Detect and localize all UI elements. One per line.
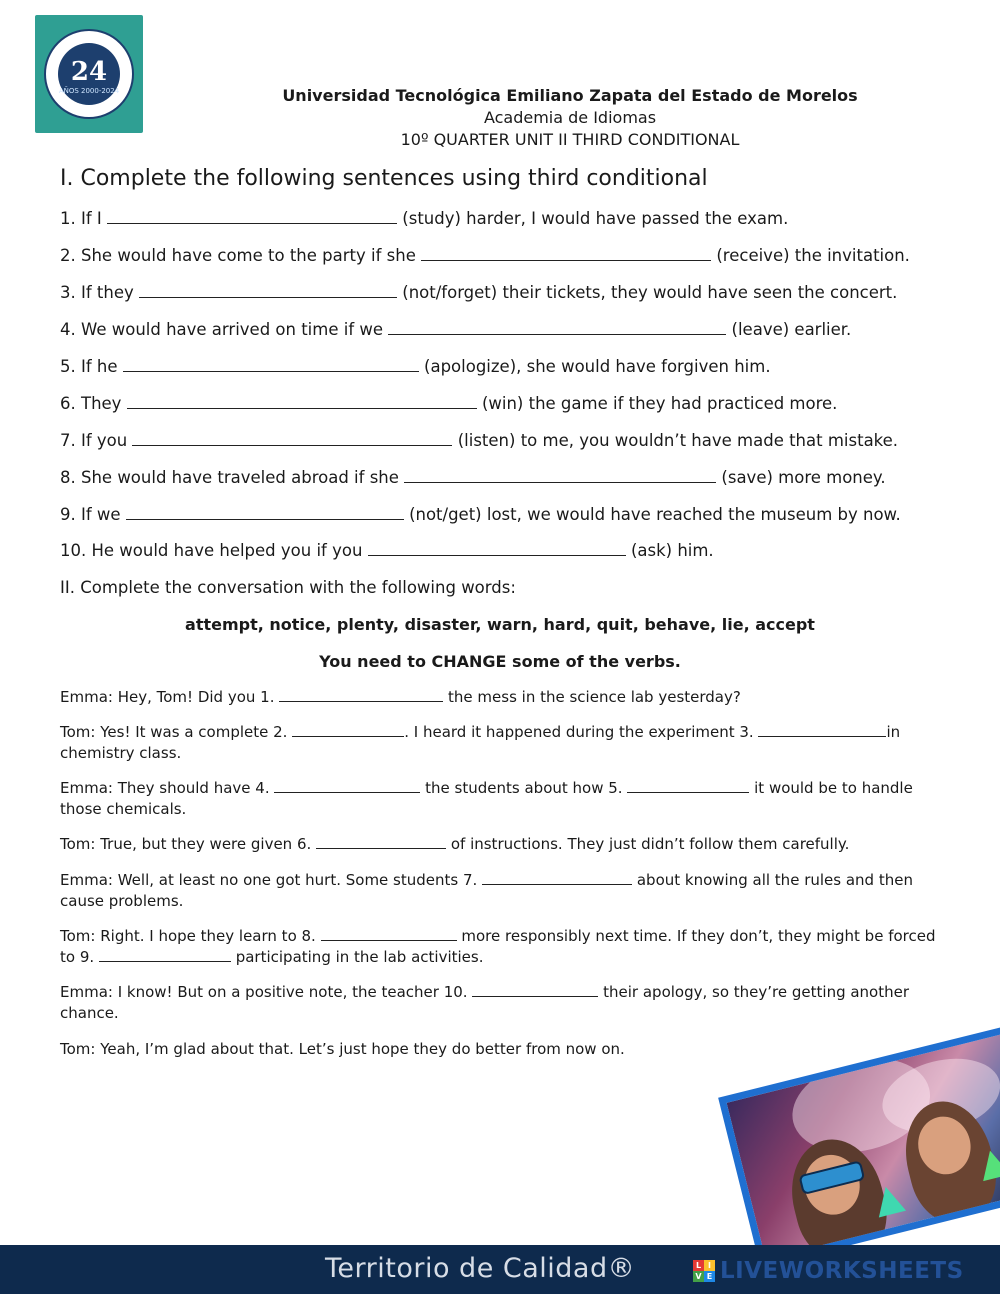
question-4 bbox=[60, 319, 851, 341]
dialogue-text: Emma: They should have 4. bbox=[60, 779, 270, 797]
answer-blank[interactable] bbox=[292, 724, 404, 737]
question-text: (leave) earlier. bbox=[731, 320, 852, 339]
question-7 bbox=[60, 430, 898, 452]
conversation-line-1 bbox=[60, 687, 950, 708]
logo-seal bbox=[44, 29, 134, 119]
question-8 bbox=[60, 467, 886, 489]
question-3 bbox=[60, 282, 897, 304]
question-text: 6. They bbox=[60, 394, 122, 413]
dialogue-text: Tom: Yeah, I’m glad about that. Let’s just hope they do better from now on. bbox=[60, 1040, 625, 1058]
conversation-line-5 bbox=[60, 870, 950, 912]
answer-blank[interactable] bbox=[316, 836, 446, 849]
question-5 bbox=[60, 356, 771, 378]
answer-blank[interactable] bbox=[107, 209, 397, 224]
answer-blank[interactable] bbox=[388, 320, 726, 335]
answer-blank[interactable] bbox=[321, 928, 457, 941]
answer-blank[interactable] bbox=[132, 431, 452, 446]
answer-blank[interactable] bbox=[368, 541, 626, 556]
question-text: (save) more money. bbox=[721, 468, 886, 487]
dialogue-text: Tom: Right. I hope they learn to 8. bbox=[60, 927, 316, 945]
flask-icon bbox=[872, 1184, 906, 1218]
question-text: (study) harder, I would have passed the exam. bbox=[402, 209, 789, 228]
answer-blank[interactable] bbox=[404, 468, 716, 483]
lw-square: L bbox=[693, 1260, 704, 1271]
dialogue-text: the students about how 5. bbox=[425, 779, 623, 797]
university-logo bbox=[35, 15, 143, 133]
question-text: 5. If he bbox=[60, 357, 118, 376]
answer-blank[interactable] bbox=[123, 357, 419, 372]
verb-instruction: You need to CHANGE some of the verbs. bbox=[319, 652, 681, 671]
lw-square: V bbox=[693, 1271, 704, 1282]
unit-title: 10º QUARTER UNIT II THIRD CONDITIONAL bbox=[400, 130, 740, 149]
question-6 bbox=[60, 393, 837, 415]
question-text: (receive) the invitation. bbox=[716, 246, 910, 265]
dialogue-text: it would be to handle those chemicals. bbox=[60, 779, 913, 818]
liveworksheets-watermark: LIVEWORKSHEETS bbox=[720, 1258, 964, 1284]
question-text: 10. He would have helped you if you bbox=[60, 541, 363, 560]
dialogue-text: of instructions. They just didn’t follow them carefully. bbox=[450, 835, 850, 853]
question-text: 3. If they bbox=[60, 283, 134, 302]
liveworksheets-logo-icon bbox=[693, 1260, 715, 1282]
question-text: (listen) to me, you wouldn’t have made that mistake. bbox=[457, 431, 899, 450]
question-1 bbox=[60, 208, 788, 230]
lw-square: I bbox=[704, 1260, 715, 1271]
dialogue-text: Emma: Hey, Tom! Did you 1. bbox=[60, 688, 275, 706]
question-text: 8. She would have traveled abroad if she bbox=[60, 468, 399, 487]
conversation-line-4 bbox=[60, 834, 950, 855]
university-name: Universidad Tecnológica Emiliano Zapata del Estado de Morelos bbox=[282, 86, 858, 105]
conversation-line-3 bbox=[60, 778, 950, 820]
dialogue-text: Tom: True, but they were given 6. bbox=[60, 835, 312, 853]
lw-square: E bbox=[704, 1271, 715, 1282]
question-text: 9. If we bbox=[60, 505, 121, 524]
dialogue-text: . I heard it happened during the experiment 3. bbox=[404, 723, 754, 741]
footer-bar bbox=[0, 1245, 1000, 1294]
word-bank: attempt, notice, plenty, disaster, warn, hard, quit, behave, lie, accept bbox=[185, 615, 815, 634]
question-text: 7. If you bbox=[60, 431, 128, 450]
dialogue-text: the mess in the science lab yesterday? bbox=[448, 688, 741, 706]
dialogue-text: Emma: I know! But on a positive note, the teacher 10. bbox=[60, 983, 468, 1001]
logo-center bbox=[58, 43, 120, 105]
answer-blank[interactable] bbox=[758, 724, 886, 737]
question-text: (not/forget) their tickets, they would have seen the concert. bbox=[402, 283, 898, 302]
question-text: (win) the game if they had practiced more. bbox=[481, 394, 838, 413]
answer-blank[interactable] bbox=[482, 872, 632, 885]
conversation-line-2 bbox=[60, 722, 950, 764]
question-text: (ask) him. bbox=[630, 541, 714, 560]
dialogue-text: their apology, so they’re getting another chance. bbox=[60, 983, 910, 1022]
conversation-line-6 bbox=[60, 926, 950, 968]
answer-blank[interactable] bbox=[627, 780, 749, 793]
section-2-title: II. Complete the conversation with the following words: bbox=[60, 578, 516, 597]
dialogue-text: more responsibly next time. If they don’t, they might be forced to 9. bbox=[60, 927, 936, 966]
dialogue-text: participating in the lab activities. bbox=[235, 948, 484, 966]
answer-blank[interactable] bbox=[274, 780, 420, 793]
dialogue-text: about knowing all the rules and then cause problems. bbox=[60, 871, 913, 910]
answer-blank[interactable] bbox=[127, 394, 477, 409]
question-10 bbox=[60, 540, 714, 562]
question-text: 1. If I bbox=[60, 209, 102, 228]
footer-brand: Territorio de Calidad® bbox=[325, 1253, 636, 1284]
section-1-title: I. Complete the following sentences using third conditional bbox=[60, 166, 708, 191]
answer-blank[interactable] bbox=[279, 689, 443, 702]
question-text: 4. We would have arrived on time if we bbox=[60, 320, 384, 339]
answer-blank[interactable] bbox=[421, 246, 711, 261]
logo-years: AÑOS 2000-2024 bbox=[58, 87, 120, 95]
dialogue-text: Tom: Yes! It was a complete 2. bbox=[60, 723, 288, 741]
dialogue-text: Emma: Well, at least no one got hurt. Some students 7. bbox=[60, 871, 478, 889]
science-lab-photo bbox=[718, 1025, 1000, 1267]
answer-blank[interactable] bbox=[139, 283, 397, 298]
answer-blank[interactable] bbox=[126, 505, 404, 520]
academy-name: Academia de Idiomas bbox=[483, 108, 657, 127]
question-9 bbox=[60, 504, 901, 526]
answer-blank[interactable] bbox=[99, 949, 231, 962]
answer-blank[interactable] bbox=[472, 984, 598, 997]
question-text: (apologize), she would have forgiven him. bbox=[424, 357, 771, 376]
logo-number: 24 bbox=[70, 57, 108, 87]
question-text: (not/get) lost, we would have reached the museum by now. bbox=[409, 505, 901, 524]
question-text: 2. She would have come to the party if she bbox=[60, 246, 416, 265]
question-2 bbox=[60, 245, 910, 267]
dialogue-text: in chemistry class. bbox=[60, 723, 901, 762]
